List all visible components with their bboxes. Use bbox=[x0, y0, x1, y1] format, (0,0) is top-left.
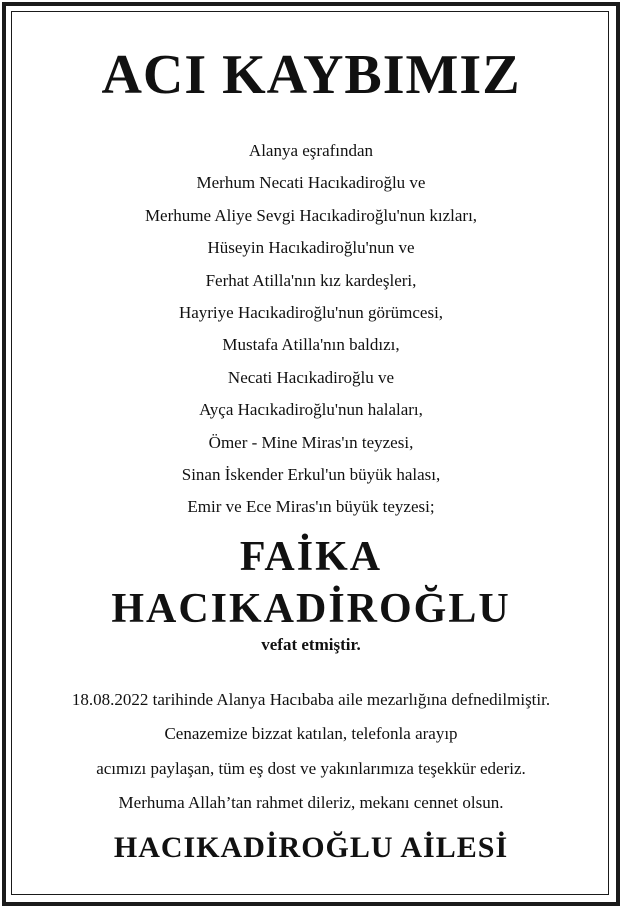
relation-line: Sinan İskender Erkul'un büyük halası, bbox=[181, 465, 441, 485]
relation-line: Mustafa Atilla'nın baldızı, bbox=[222, 335, 400, 355]
headline: ACI KAYBIMIZ bbox=[101, 44, 521, 106]
closing-message bbox=[13, 683, 609, 820]
relation-line: Hüseyin Hacıkadiroğlu'nun ve bbox=[207, 238, 415, 258]
relation-line: Necati Hacıkadiroğlu ve bbox=[227, 367, 395, 387]
relation-line: Hayriye Hacıkadiroğlu'nun görümcesi, bbox=[178, 303, 444, 323]
deceased-first-name: FAİKA bbox=[239, 534, 383, 580]
deceased-name bbox=[13, 531, 609, 635]
relation-line: Ferhat Atilla'nın kız kardeşleri, bbox=[205, 270, 417, 290]
closing-line: acımızı paylaşan, tüm eş dost ve yakınlarımıza teşekkür ederiz. bbox=[96, 758, 526, 778]
deceased-last-name: HACIKADİROĞLU bbox=[111, 586, 511, 632]
relation-line: Alanya eşrafından bbox=[248, 141, 374, 160]
closing-line: Merhuma Allah’tan rahmet dileriz, mekanı cennet olsun. bbox=[118, 792, 504, 812]
relation-line: Ayça Hacıkadiroğlu'nun halaları, bbox=[199, 400, 423, 420]
relation-line: Merhum Necati Hacıkadiroğlu ve bbox=[196, 173, 426, 193]
closing-line: 18.08.2022 tarihinde Alanya Hacıbaba aile mezarlığına defnedilmiştir. bbox=[71, 690, 551, 709]
relation-line: Emir ve Ece Miras'ın büyük teyzesi; bbox=[187, 497, 435, 517]
relations-list bbox=[13, 135, 609, 524]
passed-away-text: vefat etmiştir. bbox=[261, 635, 361, 654]
relation-line: Merhume Aliye Sevgi Hacıkadiroğlu'nun kızları, bbox=[144, 205, 478, 225]
family-signature: HACIKADİROĞLU AİLESİ bbox=[113, 831, 509, 864]
relation-line: Ömer - Mine Miras'ın teyzesi, bbox=[208, 432, 414, 452]
closing-line: Cenazemize bizzat katılan, telefonla arayıp bbox=[164, 724, 458, 744]
